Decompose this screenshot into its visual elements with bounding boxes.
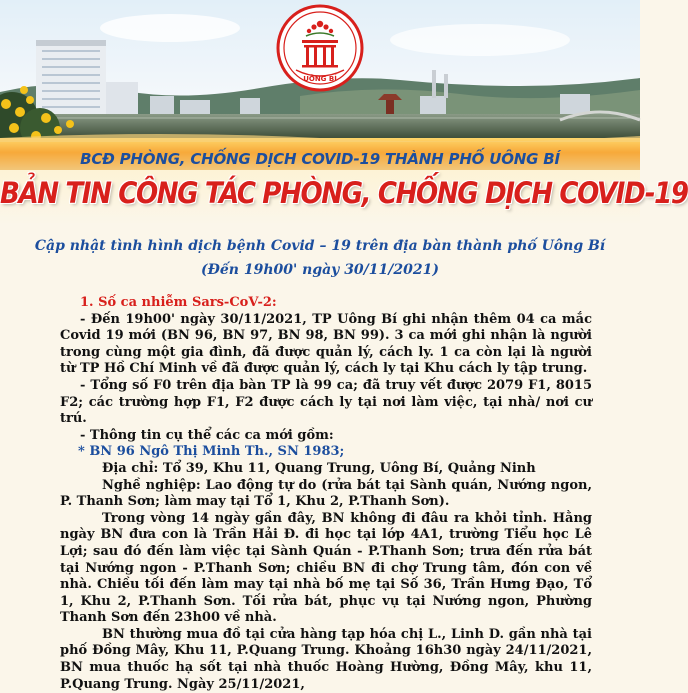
- patient-address: Địa chỉ: Tổ 39, Khu 11, Quang Trung, Uông Bí, Quảng Ninh: [102, 460, 536, 476]
- patient-occupation: Nghề nghiệp: Lao động tự do (rửa bát tại Sành quán, Nướng ngon, P. Thanh Sơn; làm may tại Tổ 1, Khu 2, P.Thanh Sơn).: [60, 477, 592, 510]
- uong-bi-emblem-logo: [276, 4, 364, 92]
- bulletin-subtitle: Cập nhật tình hình dịch bệnh Covid – 19 trên địa bàn thành phố Uông Bí: [34, 238, 606, 254]
- logo-label: UÔNG BÍ: [303, 75, 337, 83]
- patient-shopping-history: BN thường mua đồ tại cửa hàng tạp hóa chị L., Linh D. gần nhà tại phố Đồng Mây, Khu 11, P.Quang Trung. Khoảng 16h30 ngày 24/11/2021, BN mua thuốc hạ sốt tại nhà thuốc Hoàng Hường, Đồng Mây, khu 11, P.Quang Trung. Ngày 25/11/2021,: [60, 626, 592, 692]
- patient-travel-history: Trong vòng 14 ngày gần đây, BN không đi đâu ra khỏi tỉnh. Hằng ngày BN đưa con là Trần Hải Đ. đi học tại lớp 4A1, trường Tiểu học Lê Lợi; sau đó đến làm việc tại Sành Quán - P.Thanh Sơn; trưa đến rửa bát tại Nướng ngon - P.Thanh Sơn; chiều BN đi chợ Trung tâm, đón con về nhà. Chiều tối đến làm may tại nhà bố mẹ tại Số 36, Trần Hưng Đạo, Tổ 1, Khu 2, P.Thanh Sơn. Tối rửa bát, phục vụ tại Nướng ngon, Phường Thanh Sơn đến 23h00 về nhà.: [60, 510, 592, 626]
- bulletin-date: (Đến 19h00' ngày 30/11/2021): [201, 262, 439, 278]
- bulletin-title: BẢN TIN CÔNG TÁC PHÒNG, CHỐNG DỊCH COVID-19: [0, 176, 688, 210]
- paragraph-totals: - Tổng số F0 trên địa bàn TP là 99 ca; đã truy vết được 2079 F1, 8015 F2; các trường hợp F1, F2 được cách ly tại nơi làm việc, tại nhà/ nơi cư trú.: [60, 377, 592, 427]
- patient-heading: * BN 96 Ngô Thị Minh Th., SN 1983;: [78, 444, 345, 460]
- paragraph-new-cases: - Đến 19h00' ngày 30/11/2021, TP Uông Bí ghi nhận thêm 04 ca mắc Covid 19 mới (BN 96, BN 97, BN 98, BN 99). 3 ca mới ghi nhận là người trong cùng một gia đình, đã được quản lý, cách ly. 1 ca còn lại là người từ TP Hồ Chí Minh về đã được quản lý, cách ly tại Khu cách ly tập trung.: [60, 311, 592, 377]
- paragraph-details-intro: - Thông tin cụ thể các ca mới gồm:: [80, 427, 334, 443]
- section-heading: 1. Số ca nhiễm Sars-CoV-2:: [80, 295, 277, 310]
- org-heading: BCĐ PHÒNG, CHỐNG DỊCH COVID-19 THÀNH PHỐ UÔNG BÍ: [80, 150, 560, 168]
- bulletin-body: [60, 295, 592, 693]
